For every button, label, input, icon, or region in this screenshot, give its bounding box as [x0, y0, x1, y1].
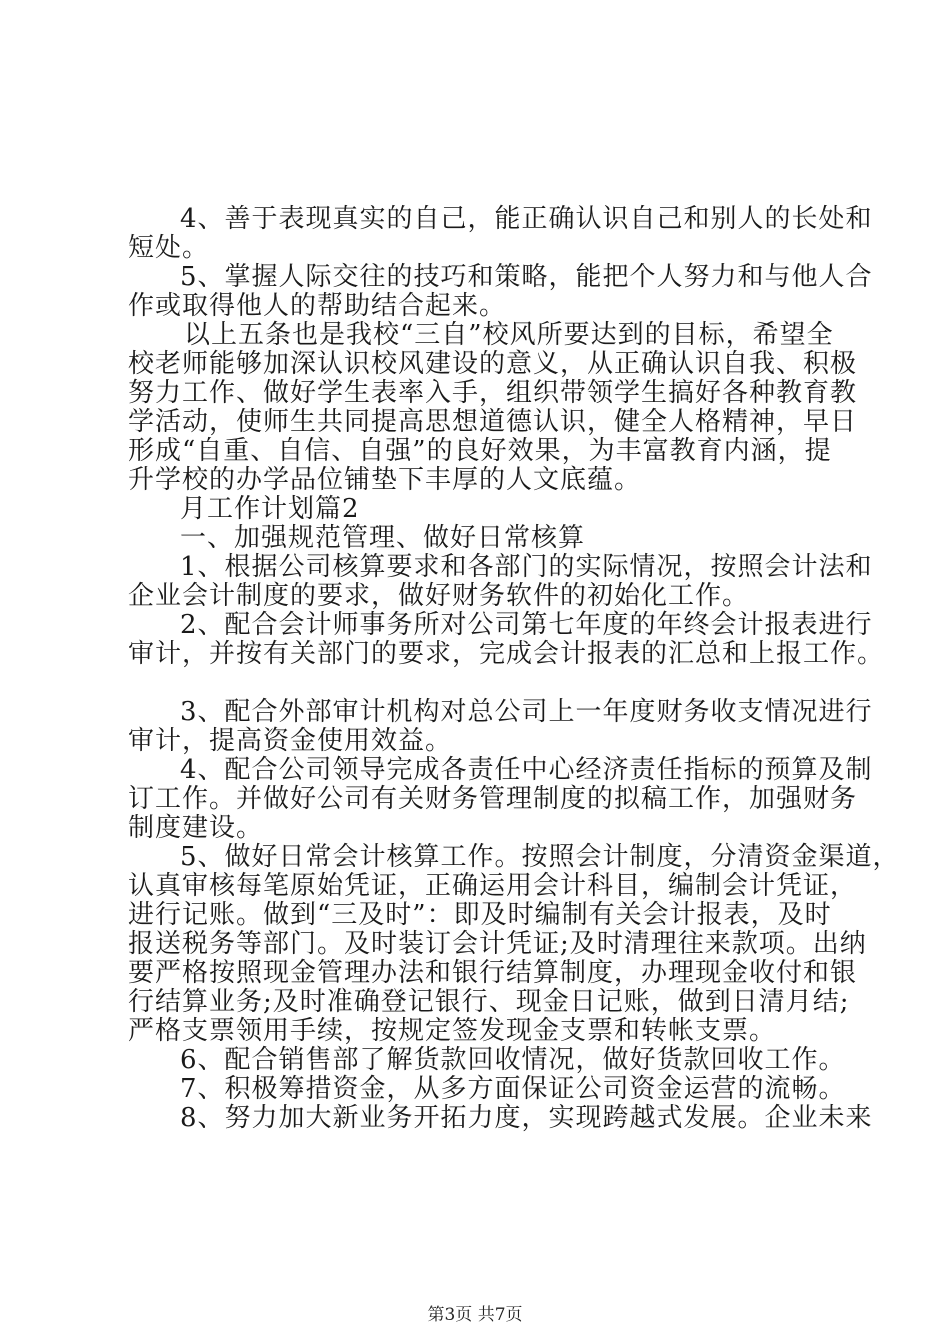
paragraph-line: 7、积极筹措资金，从多方面保证公司资金运营的流畅。 — [180, 1074, 846, 1104]
paragraph-line: 企业会计制度的要求，做好财务软件的初始化工作。 — [128, 581, 750, 611]
paragraph-line: 1、根据公司核算要求和各部门的实际情况，按照会计法和 — [180, 552, 873, 582]
paragraph-line: 校老师能够加深认识校风建设的意义，从正确认识自我、积极 — [128, 349, 858, 379]
paragraph-line: 5、掌握人际交往的技巧和策略，能把个人努力和与他人合 — [180, 262, 873, 292]
paragraph-line: 制度建设。 — [128, 813, 264, 843]
paragraph-line: 行结算业务;及时准确登记银行、现金日记账，做到日清月结; — [128, 987, 850, 1017]
paragraph-line: 5、做好日常会计核算工作。按照会计制度，分清资金渠道， — [180, 842, 900, 872]
paragraph-line: 作或取得他人的帮助结合起来。 — [128, 291, 507, 321]
paragraph-line: 学活动，使师生共同提高思想道德认识，健全人格精神，早日 — [128, 407, 858, 437]
paragraph-line: 审计，提高资金使用效益。 — [128, 726, 453, 756]
document-body — [128, 204, 900, 1133]
section-heading: 月工作计划篇2 — [180, 494, 360, 524]
paragraph-line: 报送税务等部门。及时装订会计凭证;及时清理往来款项。出纳 — [128, 929, 867, 959]
paragraph-line: 4、配合公司领导完成各责任中心经济责任指标的预算及制 — [180, 755, 873, 785]
paragraph-line: 2、配合会计师事务所对公司第七年度的年终会计报表进行 — [180, 610, 873, 640]
paragraph-line: 审计，并按有关部门的要求，完成会计报表的汇总和上报工作。 — [128, 639, 885, 669]
paragraph-line: 要严格按照现金管理办法和银行结算制度，办理现金收付和银 — [128, 958, 858, 988]
paragraph-line: 进行记账。做到“三及时”：即及时编制有关会计报表，及时 — [128, 900, 832, 930]
paragraph-line: 认真审核每笔原始凭证，正确运用会计科目，编制会计凭证， — [128, 871, 858, 901]
paragraph-line: 订工作。并做好公司有关财务管理制度的拟稿工作，加强财务 — [128, 784, 858, 814]
paragraph-line: 形成“自重、自信、自强”的良好效果，为丰富教育内涵，提 — [128, 436, 832, 466]
paragraph-line: 以上五条也是我校“三自”校风所要达到的目标，希望全 — [184, 320, 834, 350]
paragraph-line: 严格支票领用手续，按规定签发现金支票和转帐支票。 — [128, 1016, 777, 1046]
page-number-footer: 第3页 共7页 — [427, 1305, 523, 1325]
paragraph-line: 升学校的办学品位铺垫下丰厚的人文底蕴。 — [128, 465, 642, 495]
paragraph-gap — [128, 669, 848, 698]
paragraph-line: 8、努力加大新业务开拓力度，实现跨越式发展。企业未来 — [180, 1103, 873, 1133]
subsection-heading: 一、加强规范管理、做好日常核算 — [180, 523, 586, 553]
paragraph-line: 6、配合销售部了解货款回收情况，做好货款回收工作。 — [180, 1045, 846, 1075]
paragraph-line: 短处。 — [128, 233, 210, 263]
paragraph-line: 4、善于表现真实的自己，能正确认识自己和别人的长处和 — [180, 204, 873, 234]
paragraph-line: 努力工作、做好学生表率入手，组织带领学生搞好各种教育教 — [128, 378, 858, 408]
paragraph-line: 3、配合外部审计机构对总公司上一年度财务收支情况进行 — [180, 697, 873, 727]
